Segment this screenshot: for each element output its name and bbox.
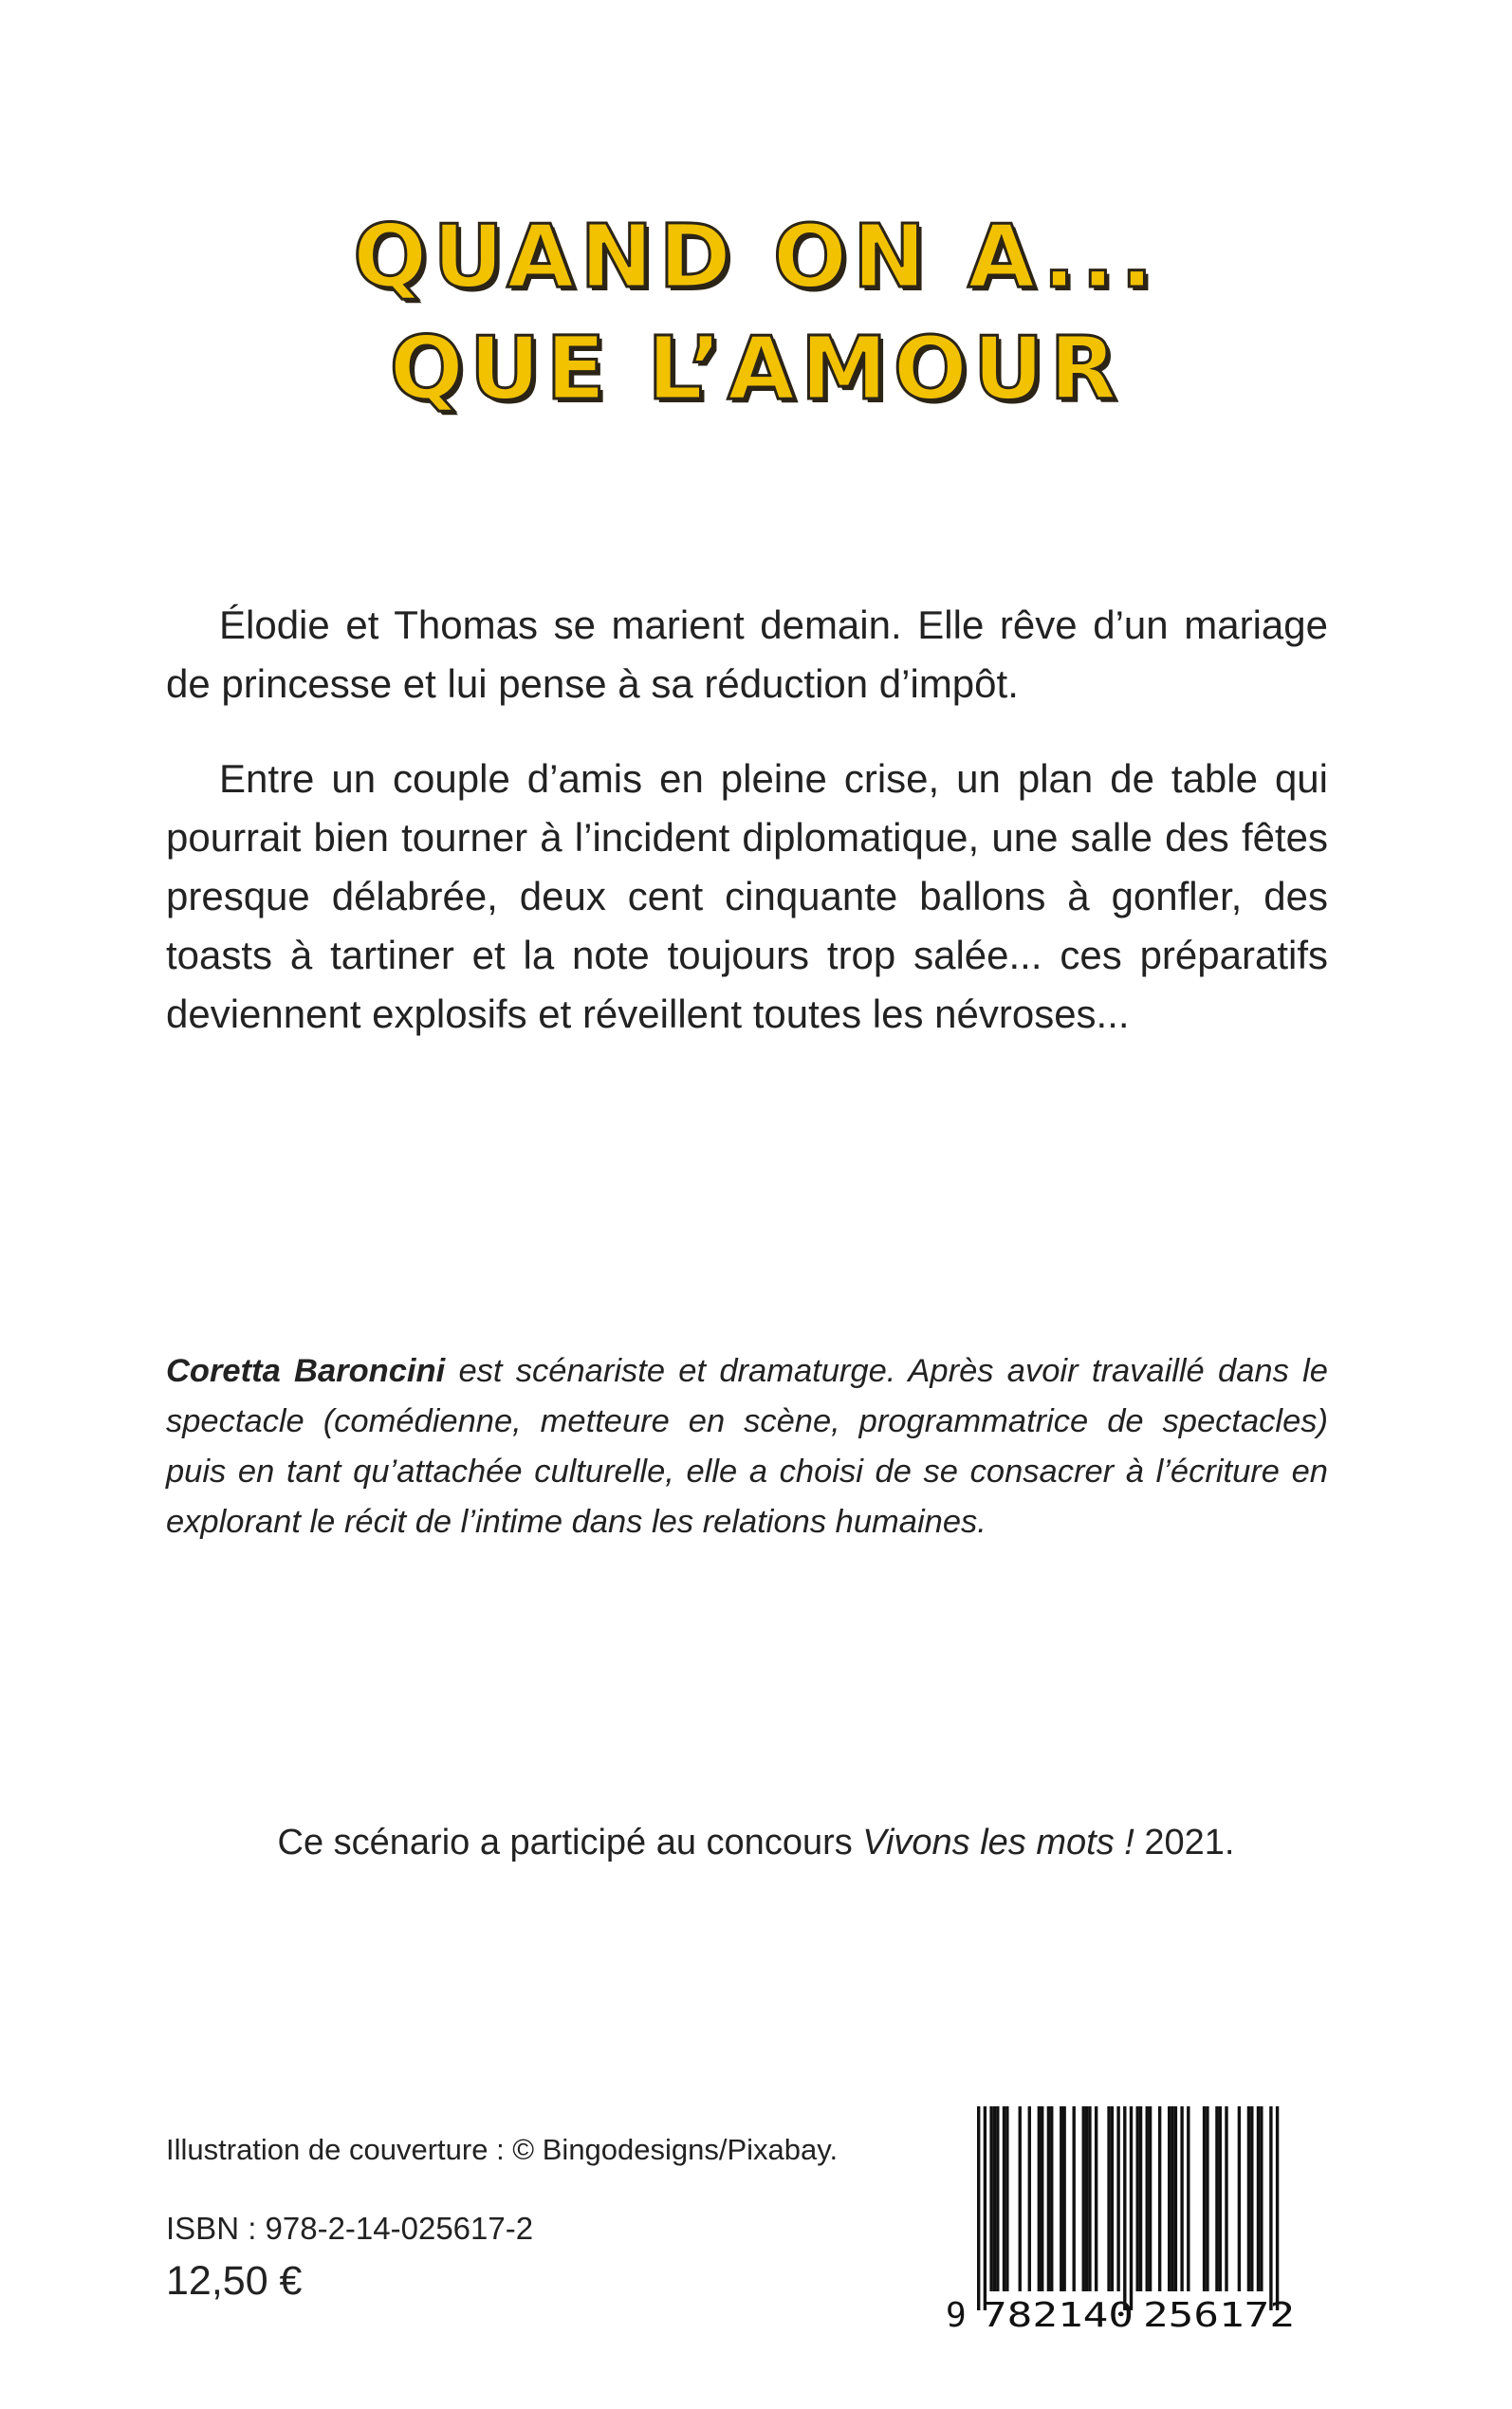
synopsis [166,596,1328,1080]
barcode-bar [1203,2106,1206,2291]
barcode-bar [1158,2106,1161,2291]
barcode-bar [1149,2106,1152,2291]
barcode-bar [1206,2106,1208,2291]
book-title [0,201,1512,425]
barcode-bar [1111,2106,1114,2291]
isbn: ISBN : 978-2-14-025617-2 [166,2211,534,2246]
barcode-bar [1225,2106,1227,2291]
barcode-bar [1123,2106,1126,2310]
synopsis-paragraph-1: Élodie et Thomas se marient demain. Elle rêve d’un mariage de princesse et lui pense à sa réduction d’impôt. [166,602,1328,706]
barcode-bar [1082,2106,1085,2291]
barcode-bar [1028,2106,1031,2291]
barcode-bar [1146,2106,1149,2291]
barcode-bar [1215,2106,1218,2291]
barcode-bar [1050,2106,1053,2291]
barcode-bar [1107,2106,1110,2291]
barcode [944,2106,1328,2334]
barcode-right-digits: 256172 [1143,2296,1295,2334]
author-bio-text: est scénariste et dramaturge. Après avoir travaillé dans le spectacle (comédienne, metteure en scène, programmatrice de spectacles) puis en tant qu’attachée culturelle, elle a choisi de se consacrer à l’écriture en explorant le récit de l’intime dans les relations humaines. [166,1353,1328,1540]
barcode-bar [1174,2106,1177,2291]
barcode-bar [1171,2106,1173,2291]
book-title-line-1: QUAND ON A... [353,206,1159,307]
barcode-bar [1219,2106,1222,2291]
barcode-left-digits: 782140 [982,2296,1134,2334]
barcode-graphic [944,2106,1328,2334]
barcode-bar [1136,2106,1139,2291]
barcode-bar [1038,2106,1041,2291]
barcode-bar [977,2106,980,2310]
barcode-bar [1041,2106,1043,2291]
barcode-bar [989,2106,992,2291]
barcode-bar [1247,2106,1250,2291]
barcode-bar [1180,2106,1183,2291]
book-title-line-2: QUE L’AMOUR [389,318,1123,419]
barcode-bar [1088,2106,1091,2291]
barcode-bar [1168,2106,1171,2291]
barcode-bar [1238,2106,1241,2291]
barcode-bar [1073,2106,1076,2291]
barcode-bar [1250,2106,1253,2291]
author-bio [166,1346,1328,1547]
barcode-bar [1269,2106,1272,2310]
barcode-bar [1139,2106,1142,2291]
barcode-bar [1005,2106,1008,2291]
barcode-bar [1257,2106,1260,2291]
barcode-bars [977,2106,1279,2310]
barcode-bar [1062,2106,1065,2291]
barcode-bar [1260,2106,1263,2291]
barcode-bar [1095,2106,1097,2291]
barcode-bar [1085,2106,1088,2291]
barcode-bar [984,2106,986,2310]
author-name: Coretta Baroncini [166,1353,446,1389]
barcode-bar [1060,2106,1062,2291]
contest-suffix: 2021. [1134,1823,1235,1862]
barcode-bar [1019,2106,1022,2291]
contest-note [0,1818,1512,1867]
price: 12,50 € [166,2258,303,2304]
barcode-bar [1276,2106,1279,2310]
illustration-credit: Illustration de couverture : © Bingodesigns/Pixabay. [166,2133,839,2166]
barcode-bar [993,2106,996,2291]
barcode-bar [1116,2106,1119,2291]
synopsis-paragraph-2: Entre un couple d’amis en pleine crise, un plan de table qui pourrait bien tourner à l’incident diplomatique, une salle des fêtes presque délabrée, deux cent cinquante ballons à gonfler, des toasts à tartiner et la note toujours trop salée... ces préparatifs deviennent explosifs et réveillent toutes les névroses... [166,756,1328,1036]
contest-name: Vivons les mots ! [862,1823,1134,1862]
barcode-bar [1130,2106,1133,2310]
barcode-first-digit: 9 [946,2296,967,2334]
barcode-bar [1187,2106,1189,2291]
barcode-bar [1047,2106,1050,2291]
barcode-bar [996,2106,999,2291]
barcode-bar [1003,2106,1005,2291]
contest-prefix: Ce scénario a participé au concours [277,1823,863,1862]
